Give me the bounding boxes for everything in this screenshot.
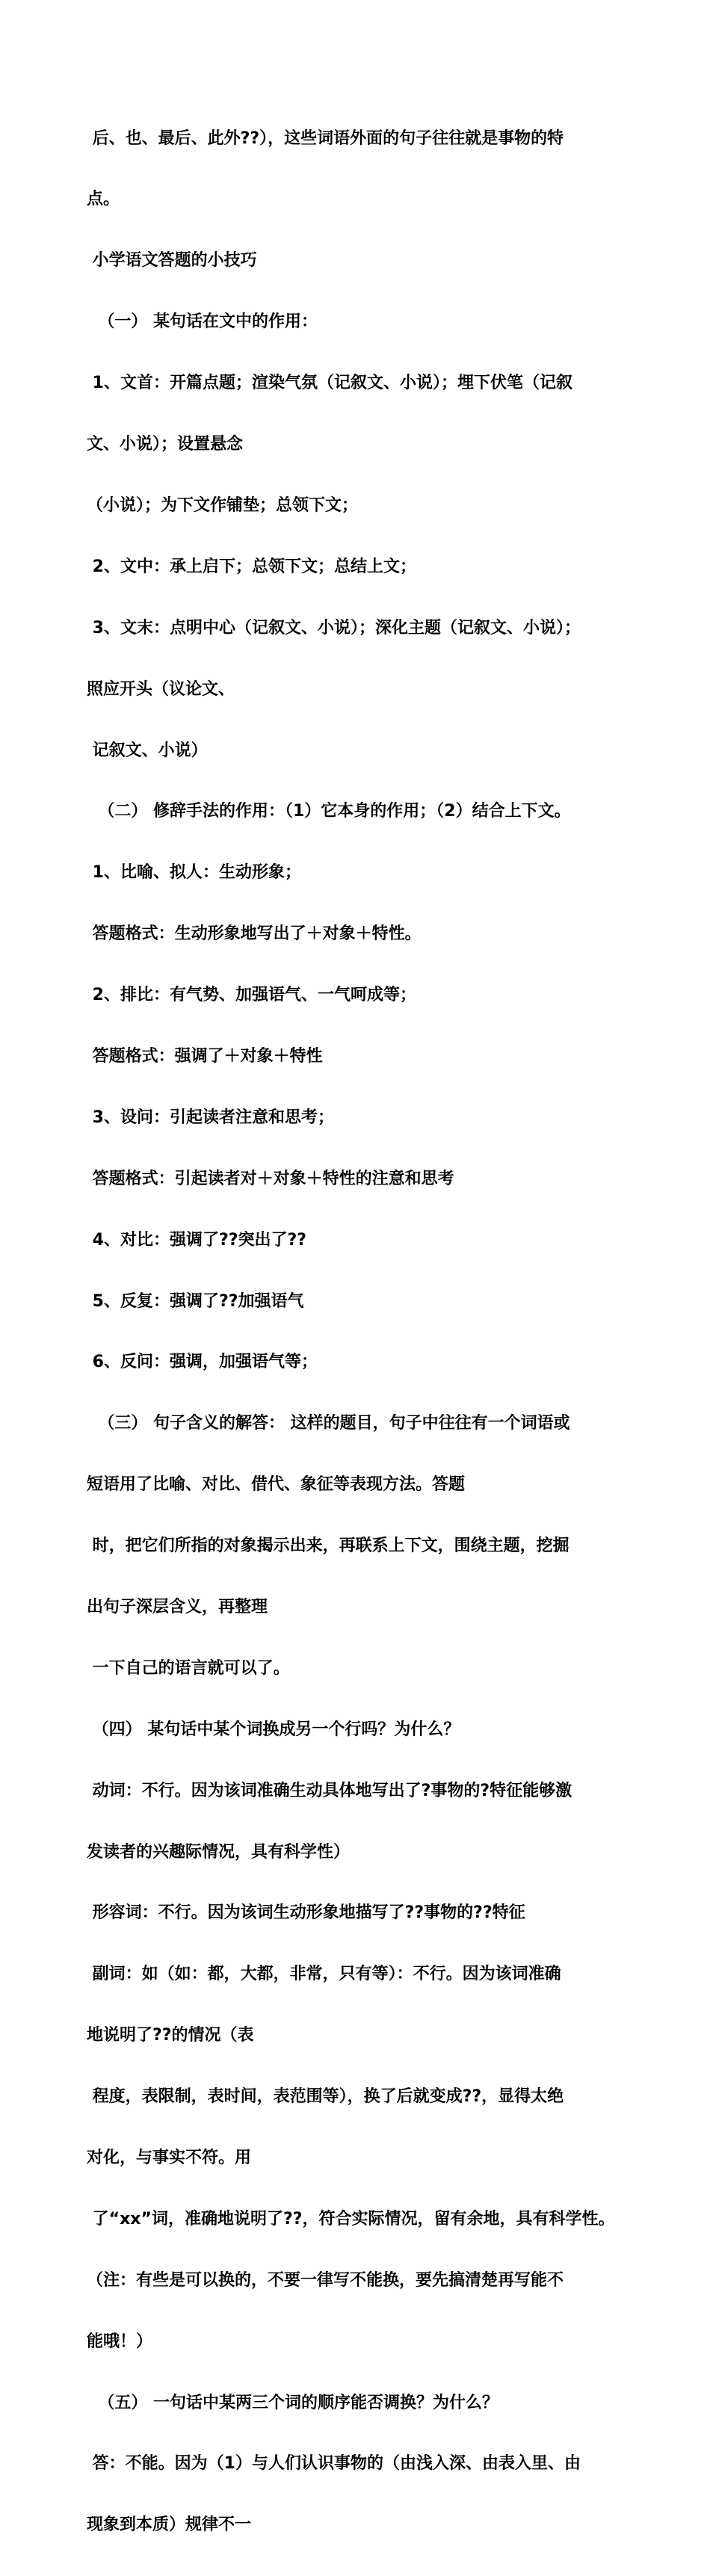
text-line: 记叙文、小说） [87,741,208,760]
text-line: 答题格式：生动形象地写出了＋对象＋特性。 [87,924,422,944]
text-line: 形容词：不行。因为该词生动形象地描写了??事物的??特征 [87,1903,525,1923]
text-line: （注：有些是可以换的，不要一律写不能换，要先搞清楚再写能不 [87,2270,564,2290]
document-text [87,87,640,2576]
text-line: 2、排比：有气势、加强语气、一气呵成等； [87,986,416,1005]
text-line: 4、对比：强调了??突出了?? [87,1230,307,1250]
text-line: （小说）；为下文作铺垫；总领下文； [87,495,359,515]
text-line: 一下自己的语言就可以了。 [87,1658,290,1678]
text-line: 5、反复：强调了??加强语气 [87,1291,304,1311]
text-line: 了“xx”词，准确地说明了??，符合实际情况，留有余地，具有科学性。 [87,2209,615,2228]
text-line: 2、文中：承上启下；总领下文；总结上文； [87,557,416,576]
text-line: 答题格式：引起读者对＋对象＋特性的注意和思考 [87,1169,454,1188]
text-line: 3、设问：引起读者注意和思考； [87,1108,334,1127]
text-line: 后、也、最后、此外??），这些词语外面的句子往往就是事物的特 [87,129,564,148]
subsection-heading: （一） 某句话在文中的作用： [87,312,318,332]
text-line: 发读者的兴趣际情况，具有科学性） [87,1842,351,1862]
section-heading: 小学语文答题的小技巧 [87,251,257,271]
text-line: 照应开头（议论文、 [87,679,235,699]
text-line: 短语用了比喻、对比、借代、象征等表现方法。答题 [87,1475,466,1495]
text-line: 6、反问：强调，加强语气等； [87,1353,318,1372]
text-line: 地说明了??的情况（表 [87,2026,254,2045]
text-line: 程度，表限制，表时间，表范围等），换了后就变成??，显得太绝 [87,2087,564,2107]
text-line: 现象到本质）规律不一 [87,2515,252,2535]
text-line: 动词：不行。因为该词准确生动具体地写出了?事物的?特征能够激 [87,1781,572,1800]
text-line: 3、文末：点明中心（记叙文、小说）；深化主题（记叙文、小说）； [87,618,581,637]
text-line: 副词：如（如：都，大都，非常，只有等）：不行。因为该词准确 [87,1965,561,1984]
text-line: 文、小说）；设置悬念 [87,435,244,454]
subsection-heading: （四） 某句话中某个词换成另一个行吗？为什么？ [87,1720,460,1739]
text-line: 对化，与事实不符。用 [87,2148,252,2167]
text-line: 点。 [87,190,120,209]
text-line: 答：不能。因为（1）与人们认识事物的（由浅入深、由表入里、由 [87,2454,581,2474]
subsection-heading: （二） 修辞手法的作用：（1）它本身的作用；（2）结合上下文。 [87,802,571,821]
text-line: 能哦！） [87,2332,153,2351]
subsection-heading: （五） 一句话中某两三个词的顺序能否调换？为什么？ [87,2393,498,2412]
text-line: 出句子深层含义，再整理 [87,1597,268,1616]
subsection-heading: （三） 句子含义的解答： 这样的题目，句子中往往有一个词语或 [87,1414,570,1433]
text-line: 答题格式：强调了＋对象＋特性 [87,1046,323,1066]
text-line: 时，把它们所指的对象揭示出来，再联系上下文，围绕主题，挖掘 [87,1536,569,1556]
text-line: 1、文首：开篇点题；渲染气氛（记叙文、小说）；埋下伏笔（记叙 [87,374,572,393]
text-line: 1、比喻、拟人：生动形象； [87,863,301,883]
